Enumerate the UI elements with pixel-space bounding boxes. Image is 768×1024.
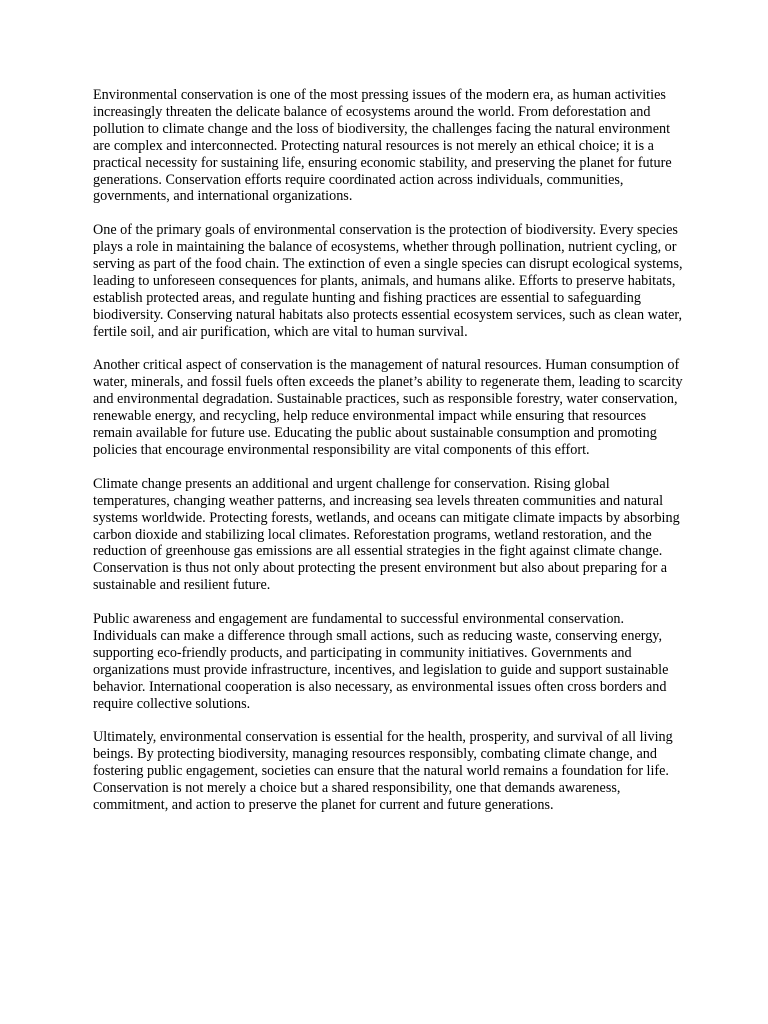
paragraph-5: Public awareness and engagement are fundamental to successful environmental conservation. Individuals can make a difference through small actions, such as reducing waste, conserving energy, supporting eco-friendly products, and participating in community initiatives. Governments and organizations must provide infrastructure, incentives, and legislation to guide and support sustainable behavior. International cooperation is also necessary, as environmental issues often cross borders and require collective solutions. (93, 611, 669, 712)
paragraph-6: Ultimately, environmental conservation is essential for the health, prosperity, and survival of all living beings. By protecting biodiversity, managing resources responsibly, combating climate change, and fostering public engagement, societies can ensure that the natural world remains a foundation for life. Conservation is not merely a choice but a shared responsibility, one that demands awareness, commitment, and action to preserve the planet for current and future generations. (93, 729, 673, 813)
paragraph-4: Climate change presents an additional and urgent challenge for conservation. Rising global temperatures, changing weather patterns, and increasing sea levels threaten communities and natural systems worldwide. Protecting forests, wetlands, and oceans can mitigate climate impacts by absorbing carbon dioxide and stabilizing local climates. Reforestation programs, wetland restoration, and the reduction of greenhouse gas emissions are all essential strategies in the fight against climate change. Conservation is thus not only about protecting the present environment but also about preparing for a sustainable and resilient future. (93, 475, 680, 594)
paragraph-3: Another critical aspect of conservation is the management of natural resources. Human consumption of water, minerals, and fossil fuels often exceeds the planet’s ability to regenerate them, leading to scarcity and environmental degradation. Sustainable practices, such as responsible forestry, water conservation, renewable energy, and recycling, help reduce environmental impact while ensuring that resources remain available for future use. Educating the public about sustainable consumption and promoting policies that encourage environmental responsibility are vital components of this effort. (93, 357, 683, 458)
paragraph-2: One of the primary goals of environmental conservation is the protection of biodiversity. Every species plays a role in maintaining the balance of ecosystems, whether through pollination, nutrient cycling, or serving as part of the food chain. The extinction of even a single species can disrupt ecological systems, leading to unforeseen consequences for plants, animals, and humans alike. Efforts to preserve habitats, establish protected areas, and regulate hunting and fishing practices are essential to safeguarding biodiversity. Conserving natural habitats also protects essential ecosystem services, such as clean water, fertile soil, and air purification, which are vital to human survival. (93, 222, 683, 340)
paragraph-1: Environmental conservation is one of the most pressing issues of the modern era, as human activities increasingly threaten the delicate balance of ecosystems around the world. From deforestation and pollution to climate change and the loss of biodiversity, the challenges facing the natural environment are complex and interconnected. Protecting natural resources is not merely an ethical choice; it is a practical necessity for sustaining life, ensuring economic stability, and preserving the planet for future generations. Conservation efforts require coordinated action across individuals, communities, governments, and international organizations. (93, 87, 672, 205)
document-body (93, 87, 683, 814)
